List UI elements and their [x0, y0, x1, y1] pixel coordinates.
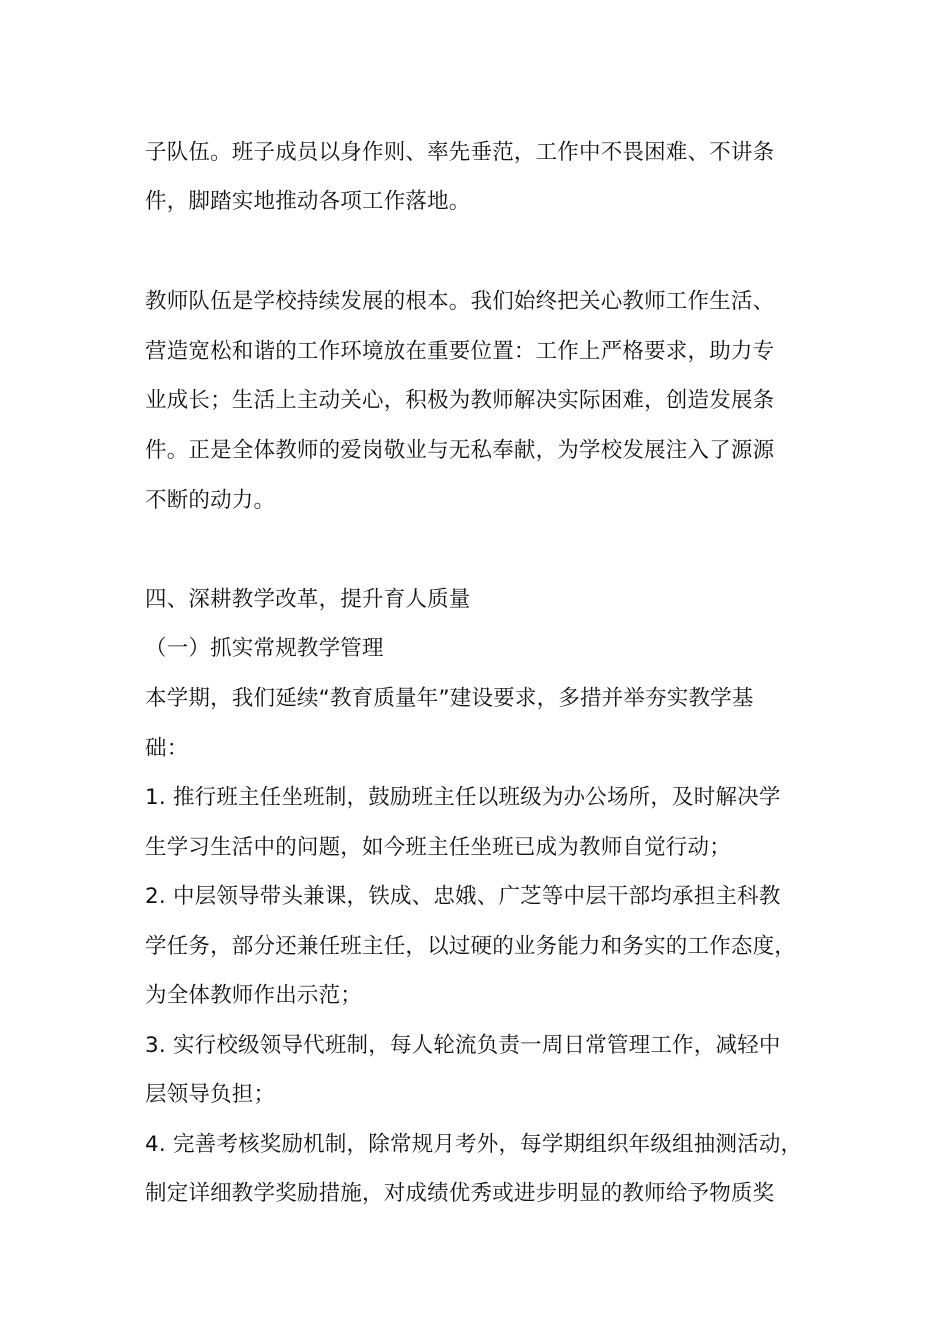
list-item-line: 3. 实行校级领导代班制，每人轮流负责一周日常管理工作，减轻中 — [145, 1033, 781, 1058]
text-line: 营造宽松和谐的工作环境放在重要位置：工作上严格要求，助力专 — [145, 339, 775, 364]
subsection-heading: （一）抓实常规教学管理 — [145, 636, 384, 661]
text-line: 业成长；生活上主动关心，积极为教师解决实际困难，创造发展条 — [145, 388, 775, 413]
text-line: 不断的动力。 — [145, 488, 276, 513]
text-line: 础： — [145, 736, 189, 761]
list-item-line: 为全体教师作出示范； — [145, 983, 363, 1008]
list-item-line: 制定详细教学奖励措施，对成绩优秀或进步明显的教师给予物质奖 — [145, 1181, 775, 1206]
list-item-line: 4. 完善考核奖励机制，除常规月考外，每学期组织年级组抽测活动， — [145, 1132, 803, 1157]
list-item-line: 层领导负担； — [145, 1082, 276, 1107]
text-line: 本学期，我们延续“教育质量年”建设要求，多措并举夯实教学基 — [145, 686, 754, 711]
section-heading: 四、深耕教学改革，提升育人质量 — [145, 587, 471, 612]
text-line: 件，脚踏实地推动各项工作落地。 — [145, 189, 471, 214]
list-item-line: 1. 推行班主任坐班制，鼓励班主任以班级为办公场所，及时解决学 — [145, 785, 781, 810]
list-item-line: 学任务，部分还兼任班主任，以过硬的业务能力和务实的工作态度， — [145, 934, 797, 959]
text-line: 教师队伍是学校持续发展的根本。我们始终把关心教师工作生活、 — [145, 289, 775, 314]
list-item-line: 生学习生活中的问题，如今班主任坐班已成为教师自觉行动； — [145, 835, 731, 860]
text-line: 件。正是全体教师的爱岗敬业与无私奉献，为学校发展注入了源源 — [145, 438, 775, 463]
list-item-line: 2. 中层领导带头兼课，铁成、忠娥、广芝等中层干部均承担主科教 — [145, 884, 781, 909]
text-line: 子队伍。班子成员以身作则、率先垂范，工作中不畏困难、不讲条 — [145, 140, 775, 165]
